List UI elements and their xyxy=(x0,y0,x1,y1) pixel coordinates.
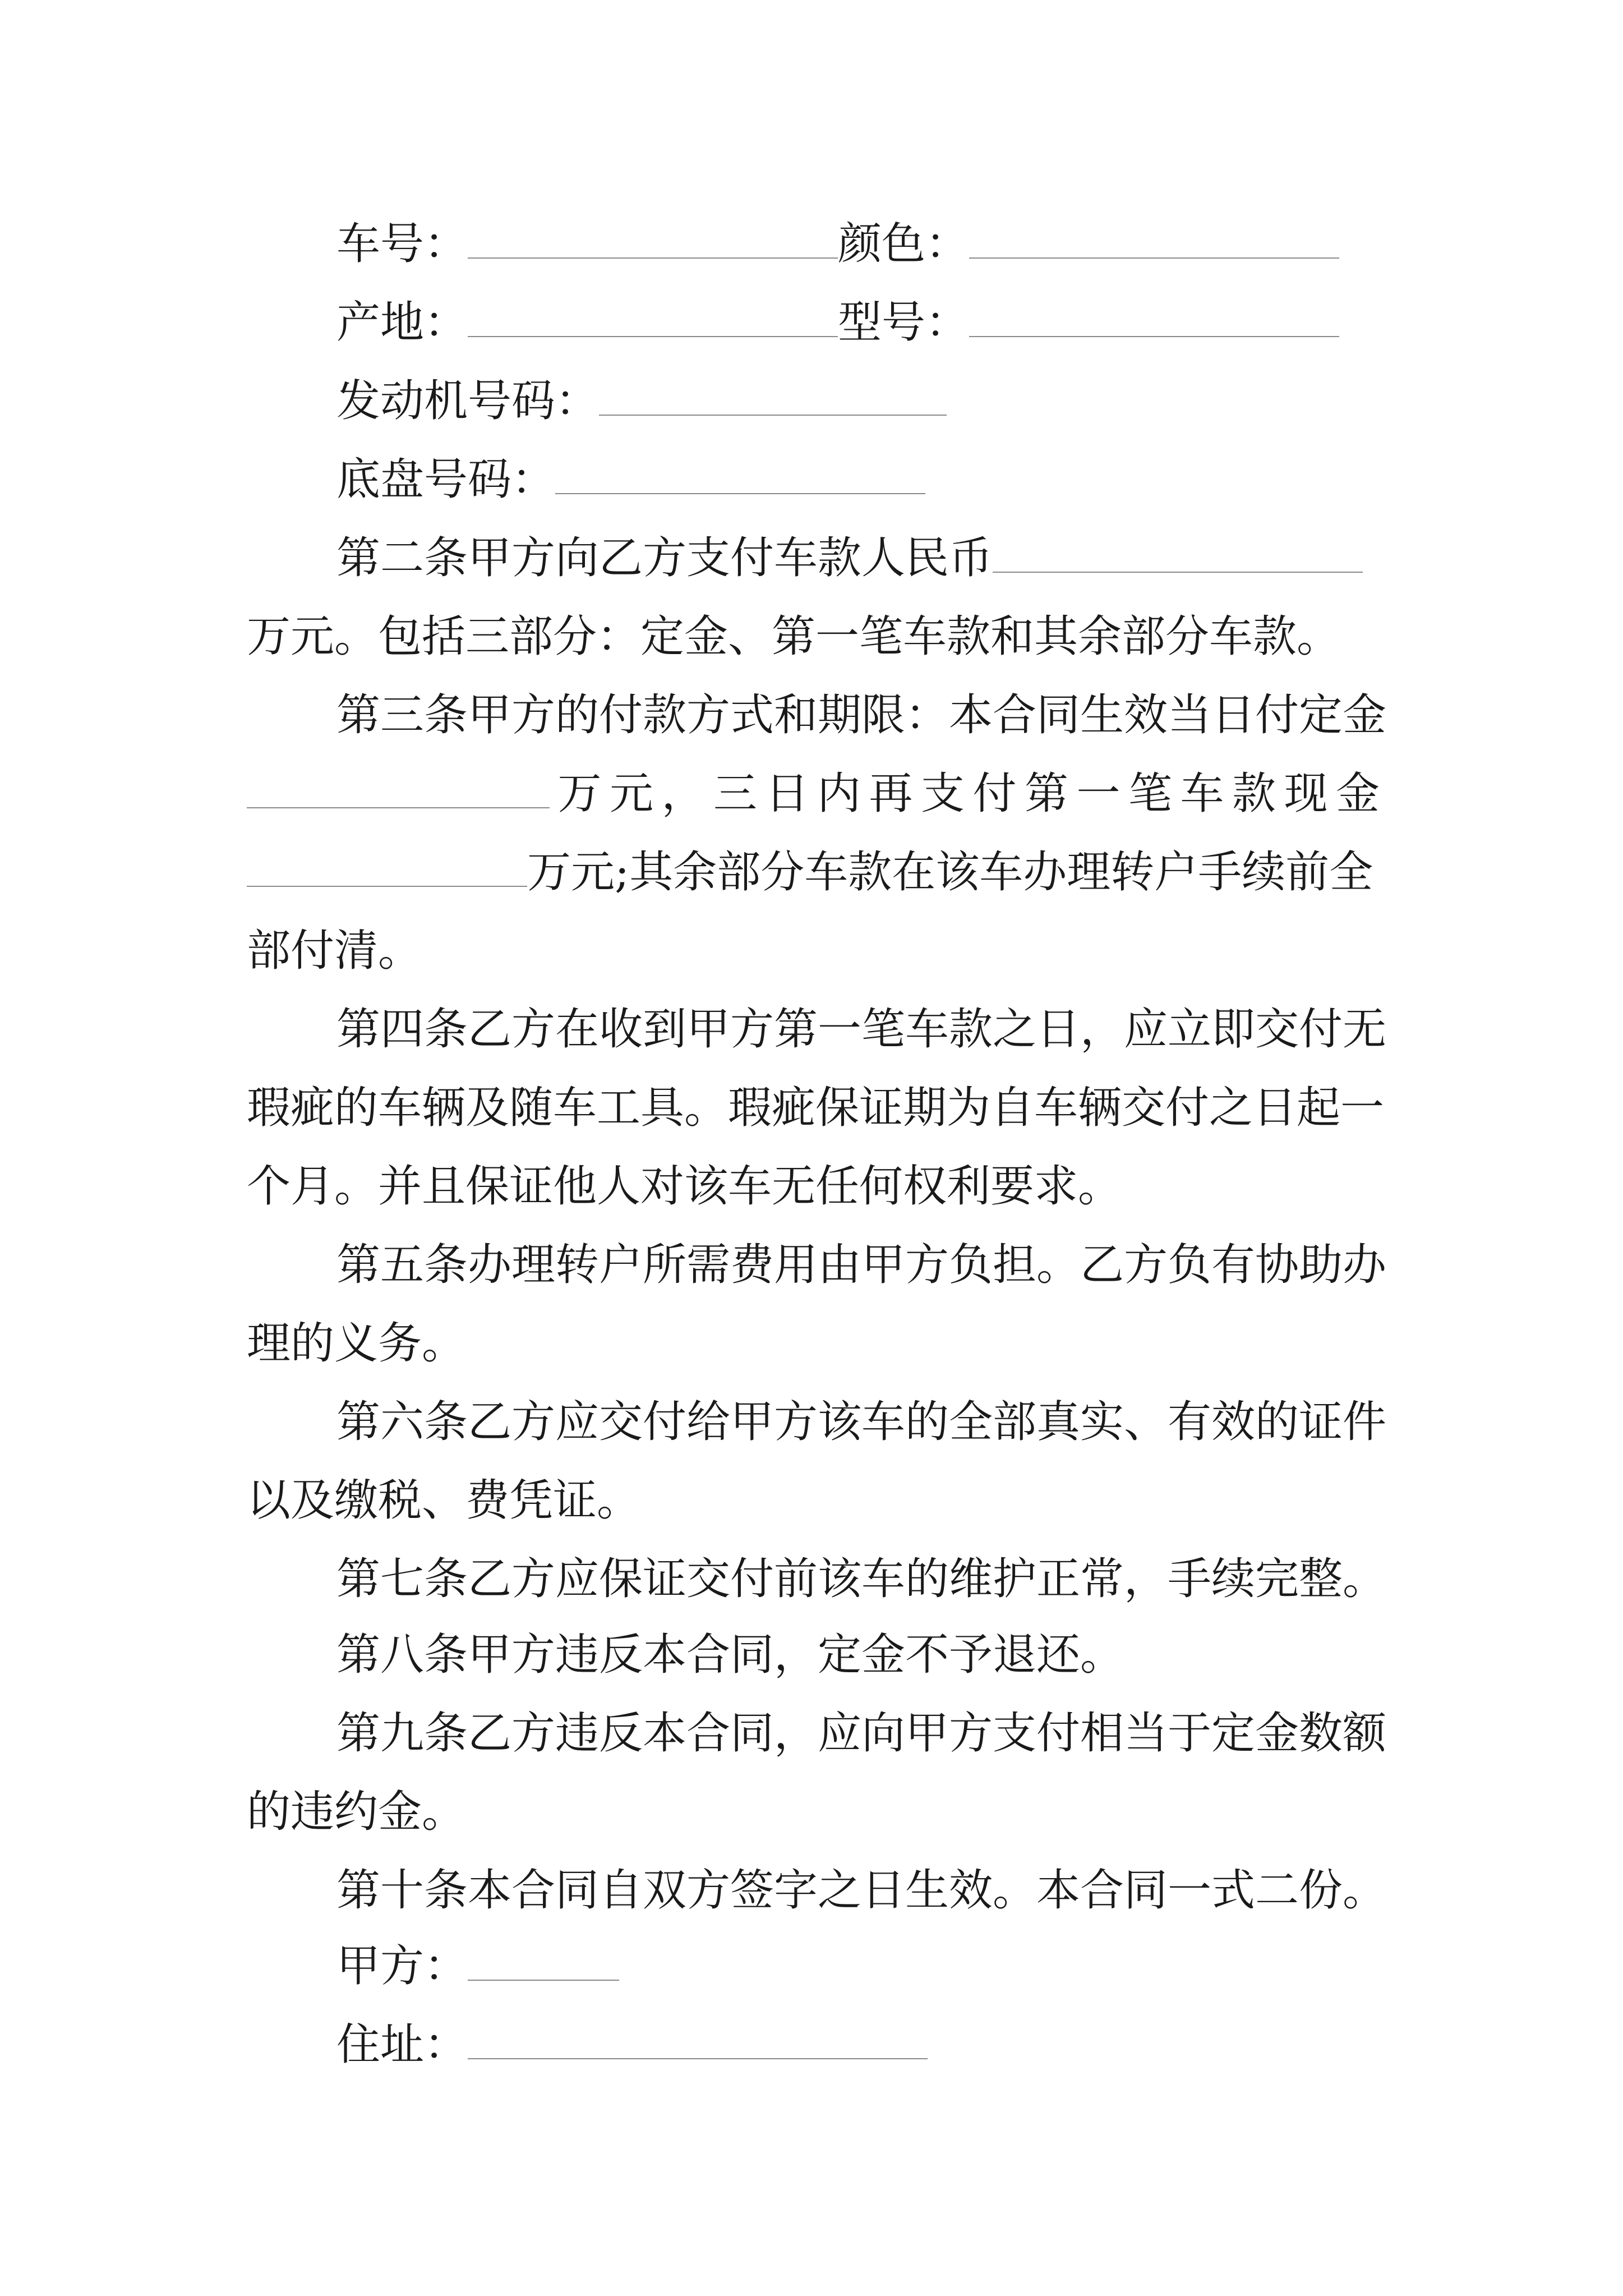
clause-10: 第十条本合同自双方签字之日生效。本合同一式二份。 xyxy=(336,1865,1387,1916)
model-label: 型号： xyxy=(838,297,970,348)
c3-char: 内 xyxy=(817,769,861,819)
c3-char: 三 xyxy=(713,769,757,819)
clause-3-text-3: 万元;其余部分车款在该车办理转户手续前全 xyxy=(527,847,1373,898)
engine-row xyxy=(336,373,947,429)
chassis-row xyxy=(336,452,925,508)
clause-3-line-1: 第三条甲方的付款方式和期限：本合同生效当日付定金 xyxy=(336,690,1387,740)
clause-9-line-1: 第九条乙方违反本合同，应向甲方支付相当于定金数额 xyxy=(336,1708,1387,1759)
party-a-row xyxy=(336,1938,619,1994)
clause-4-line-1: 第四条乙方在收到甲方第一笔车款之日，应立即交付无 xyxy=(336,1004,1387,1055)
clause-3-line-4: 部付清。 xyxy=(247,926,422,976)
c3-char: 笔 xyxy=(1128,769,1172,819)
clause-6-line-1: 第六条乙方应交付给甲方该车的全部真实、有效的证件 xyxy=(336,1397,1387,1447)
clause-4-line-2: 瑕疵的车辆及随车工具。瑕疵保证期为自车辆交付之日起一 xyxy=(247,1083,1385,1133)
clause-2-text: 第二条甲方向乙方支付车款人民币 xyxy=(336,533,993,583)
color-label: 颜色： xyxy=(838,219,970,269)
c3-char: ， xyxy=(661,769,706,819)
c3-char: 元 xyxy=(609,769,653,819)
address-row xyxy=(336,2017,928,2073)
clause-5-line-2: 理的义务。 xyxy=(247,1318,466,1369)
plate-label: 车号： xyxy=(336,219,468,269)
color-blank[interactable] xyxy=(969,223,1339,259)
c3-char: 款 xyxy=(1232,769,1276,819)
engine-blank[interactable] xyxy=(599,380,947,416)
c3-char: 一 xyxy=(1076,769,1121,819)
c3-char: 支 xyxy=(920,769,965,819)
clause-8: 第八条甲方违反本合同，定金不予退还。 xyxy=(336,1630,1124,1680)
clause-6-line-2: 以及缴税、费凭证。 xyxy=(247,1475,641,1526)
address-blank[interactable] xyxy=(468,2023,928,2059)
c3-char: 再 xyxy=(869,769,913,819)
origin-label: 产地： xyxy=(336,297,468,348)
origin-blank[interactable] xyxy=(468,301,838,337)
c3-char: 付 xyxy=(972,769,1017,819)
clause-2-line-1 xyxy=(336,530,1363,586)
chassis-label: 底盘号码： xyxy=(336,454,556,505)
clause-7: 第七条乙方应保证交付前该车的维护正常，手续完整。 xyxy=(336,1554,1387,1604)
address-label: 住址： xyxy=(336,2019,468,2070)
chassis-blank[interactable] xyxy=(555,458,925,494)
party-a-blank[interactable] xyxy=(468,1945,619,1981)
first-payment-blank[interactable] xyxy=(247,851,527,887)
model-blank[interactable] xyxy=(969,301,1339,337)
origin-row xyxy=(336,295,1339,351)
c3-char: 第 xyxy=(1024,769,1068,819)
plate-row xyxy=(336,216,1339,272)
party-a-label: 甲方： xyxy=(336,1941,468,1991)
c3-char: 金 xyxy=(1335,769,1380,819)
clause-9-line-2: 的违约金。 xyxy=(247,1787,466,1837)
clause-2-line-2: 万元。包括三部分：定金、第一笔车款和其余部分车款。 xyxy=(247,611,1341,662)
plate-blank[interactable] xyxy=(468,223,838,259)
clause-4-line-3: 个月。并且保证他人对该车无任何权利要求。 xyxy=(247,1161,1122,1212)
clause-3-line-2 xyxy=(247,766,1380,822)
clause-3-line-3 xyxy=(247,844,1373,900)
c3-char: 日 xyxy=(765,769,809,819)
c3-char: 万 xyxy=(557,769,602,819)
c3-char: 车 xyxy=(1180,769,1224,819)
c3-char: 现 xyxy=(1284,769,1328,819)
clause-5-line-1: 第五条办理转户所需费用由甲方负担。乙方负有协助办 xyxy=(336,1240,1387,1290)
price-blank[interactable] xyxy=(993,537,1363,573)
engine-label: 发动机号码： xyxy=(336,376,600,426)
deposit-blank[interactable] xyxy=(247,772,550,808)
